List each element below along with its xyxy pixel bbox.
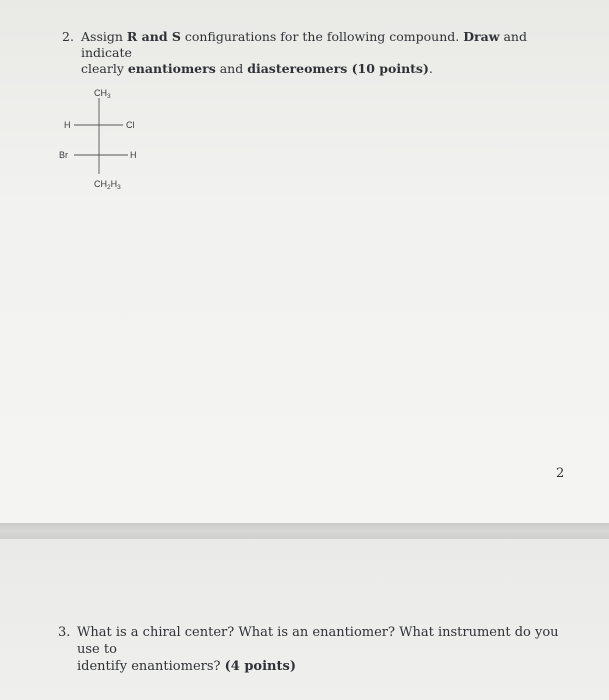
- q2-bold-enantiomers: enantiomers: [127, 61, 216, 76]
- fischer-projection: [56, 84, 166, 194]
- q2-text-segment: configurations for the following compound.: [180, 29, 464, 44]
- question-3-line-1: What is a chiral center? What is an enantiomer? What instrument do you use to: [77, 625, 559, 657]
- question-2-line-2: [81, 61, 562, 77]
- question-2: [62, 29, 562, 77]
- q2-text-segment: and: [215, 61, 248, 76]
- page-lower-section: [0, 539, 609, 700]
- q2-bold-draw: Draw: [463, 29, 500, 44]
- fischer-bottom-group: $CH_2H_3$: [94, 179, 121, 191]
- question-2-number: 2.: [62, 29, 74, 44]
- question-3-text: [77, 624, 578, 675]
- q2-text-segment: .: [428, 61, 433, 76]
- q2-text-segment: and indicate: [81, 29, 527, 60]
- question-3-line-2: [77, 658, 578, 675]
- question-3: [58, 624, 578, 675]
- fischer-row2-right: H: [130, 150, 137, 160]
- fischer-row1-left: H: [64, 120, 71, 130]
- page-separator: [0, 523, 609, 539]
- q2-bold-diastereomers: diastereomers (10 points): [247, 61, 429, 76]
- fischer-row1-right: Cl: [126, 120, 135, 130]
- q2-text-segment: Assign: [81, 29, 127, 44]
- page-number: 2: [556, 466, 565, 481]
- fischer-row2-left: Br: [59, 150, 68, 160]
- question-2-line-1: [81, 29, 562, 61]
- fischer-top-group: $CH_3$: [94, 88, 111, 100]
- question-3-number: 3.: [58, 625, 71, 640]
- q2-text-segment: clearly: [81, 61, 128, 76]
- q3-text-segment: identify enantiomers?: [77, 659, 225, 674]
- question-2-text: [81, 29, 562, 77]
- q2-bold-rs: R and S: [126, 29, 181, 44]
- q3-bold-points: (4 points): [224, 659, 296, 674]
